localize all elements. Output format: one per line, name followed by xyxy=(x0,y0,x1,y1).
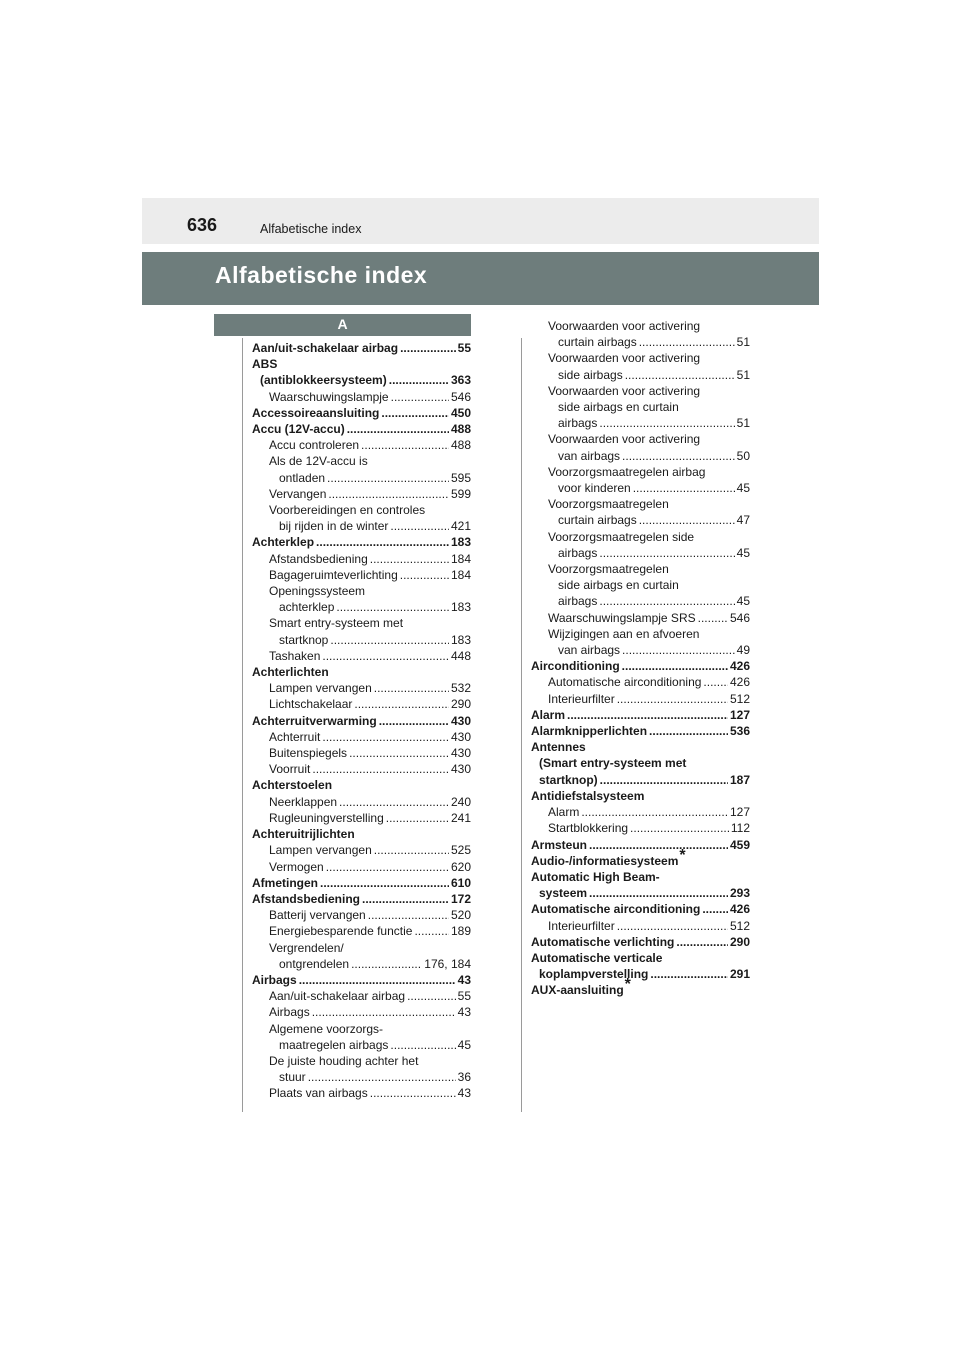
entry-term: Achterklep xyxy=(252,535,315,550)
column-rule-left xyxy=(242,338,243,1112)
index-subentry[interactable] xyxy=(252,794,471,810)
entry-term: Openingssysteem xyxy=(269,584,366,599)
page-reference[interactable]: 595 xyxy=(450,470,471,485)
entry-term: Waarschuwingslampje SRS xyxy=(548,610,696,625)
dot-leader xyxy=(589,885,728,901)
entry-term: Wijzigingen aan en afvoeren xyxy=(548,626,700,641)
page-reference[interactable]: 55 xyxy=(457,989,471,1004)
dot-leader xyxy=(299,972,456,988)
page-reference[interactable]: 450 xyxy=(450,405,471,420)
entry-term: Als de 12V-accu is xyxy=(269,454,368,469)
page-reference[interactable]: 520 xyxy=(450,908,471,923)
index-subentry[interactable] xyxy=(252,648,471,664)
page-reference[interactable]: 51 xyxy=(736,335,750,350)
page-reference[interactable]: 430 xyxy=(450,746,471,761)
entry-term: ontladen xyxy=(279,470,326,485)
index-subentry[interactable] xyxy=(252,696,471,712)
entry-term: Smart entry-systeem met xyxy=(269,616,404,631)
index-subentry[interactable] xyxy=(531,529,750,561)
dot-leader xyxy=(327,470,449,486)
entry-term: Batterij vervangen xyxy=(269,908,366,923)
page-reference[interactable]: 176, 184 xyxy=(424,956,471,971)
dot-leader xyxy=(374,680,449,696)
entry-term: Automatische airconditioning xyxy=(548,675,702,690)
entry-term: Neerklappen xyxy=(269,794,338,809)
dot-leader xyxy=(330,632,449,648)
page-reference[interactable]: 546 xyxy=(729,610,750,625)
entry-term: AUX-aansluiting xyxy=(531,983,624,998)
index-entry[interactable] xyxy=(531,707,750,723)
entry-term: Energiebesparende functie xyxy=(269,924,413,939)
entry-term: side airbags en curtain xyxy=(558,578,679,593)
dot-leader xyxy=(308,1069,456,1085)
index-subentry[interactable] xyxy=(252,551,471,567)
index-subentry[interactable] xyxy=(531,820,750,836)
entry-term: stuur xyxy=(279,1070,306,1085)
entry-term: Rugleuningverstelling xyxy=(269,810,384,825)
entry-term: Aan/uit-schakelaar airbag xyxy=(252,341,399,355)
dot-leader xyxy=(702,901,728,917)
page-reference[interactable]: 363 xyxy=(450,373,471,388)
page-reference[interactable]: 512 xyxy=(729,691,750,706)
index-subentry[interactable] xyxy=(531,610,750,626)
entry-term: curtain airbags xyxy=(558,513,637,528)
page-reference[interactable]: 51 xyxy=(736,367,750,382)
index-subentry[interactable] xyxy=(252,761,471,777)
entry-term: ABS xyxy=(252,357,278,372)
dot-leader xyxy=(354,696,449,712)
page-reference[interactable]: 525 xyxy=(450,843,471,858)
entry-term: Armsteun xyxy=(531,837,588,852)
dot-leader xyxy=(351,956,422,972)
page-reference[interactable]: 50 xyxy=(736,448,750,463)
index-entry[interactable] xyxy=(531,934,750,950)
entry-term: Afstandsbediening xyxy=(252,891,361,906)
dot-leader xyxy=(349,745,449,761)
running-head: Alfabetische index xyxy=(260,222,362,236)
dot-leader xyxy=(379,713,449,729)
entry-term: Interieurfilter xyxy=(548,691,615,706)
index-subentry[interactable] xyxy=(531,918,750,934)
dot-leader xyxy=(676,934,728,950)
entry-term: Achterruitverwarming xyxy=(252,713,377,728)
entry-term: Voorzorgsmaatregelen xyxy=(548,497,669,512)
dot-leader xyxy=(370,1085,456,1101)
entry-term: Achterlichten xyxy=(252,665,329,680)
section-letter-bar xyxy=(214,314,471,336)
dot-leader xyxy=(639,512,735,528)
index-subentry[interactable] xyxy=(252,940,471,972)
footnote-star: * xyxy=(624,976,631,994)
dot-leader xyxy=(391,389,449,405)
page-reference[interactable]: 43 xyxy=(457,972,471,987)
page-reference[interactable]: 290 xyxy=(729,934,750,949)
entry-term: systeem xyxy=(539,886,588,901)
entry-term: airbags xyxy=(558,545,598,560)
dot-leader xyxy=(336,599,449,615)
dot-leader xyxy=(639,334,735,350)
dot-leader xyxy=(581,804,728,820)
dot-leader xyxy=(622,642,735,658)
entry-term: Tashaken xyxy=(269,648,321,663)
entry-term: side airbags xyxy=(558,367,623,382)
page-reference[interactable]: 430 xyxy=(450,713,471,728)
entry-term: airbags xyxy=(558,594,598,609)
page-reference[interactable]: 599 xyxy=(450,486,471,501)
index-subentry[interactable] xyxy=(252,907,471,923)
dot-leader xyxy=(400,340,456,356)
dot-leader xyxy=(622,658,728,674)
entry-term: Voorzorgsmaatregelen side xyxy=(548,529,695,544)
index-subentry[interactable] xyxy=(252,615,471,647)
section-letter: A xyxy=(337,316,348,332)
entry-term: Startblokkering xyxy=(548,821,629,836)
page-reference[interactable]: 43 xyxy=(457,1086,471,1101)
entry-term: Alarm xyxy=(531,707,566,722)
dot-leader xyxy=(389,372,449,388)
dot-leader xyxy=(400,567,449,583)
index-entry[interactable] xyxy=(252,664,471,680)
index-subentry[interactable] xyxy=(531,804,750,820)
index-entry[interactable] xyxy=(531,837,750,853)
entry-term: Accu (12V-accu) xyxy=(252,422,345,437)
index-entry[interactable] xyxy=(531,950,750,982)
page-reference[interactable]: 426 xyxy=(729,659,750,674)
entry-term: Antidiefstalsysteem xyxy=(531,788,645,803)
entry-term: Automatic High Beam- xyxy=(531,869,660,884)
entry-term: van airbags xyxy=(558,643,621,658)
entry-term: Airbags xyxy=(269,1005,310,1020)
index-subentry[interactable] xyxy=(252,810,471,826)
dot-leader xyxy=(589,837,728,853)
entry-term: Accessoireaansluiting xyxy=(252,405,380,420)
dot-leader xyxy=(617,918,728,934)
dot-leader xyxy=(599,415,734,431)
index-entry[interactable] xyxy=(531,869,750,901)
dot-leader xyxy=(339,794,449,810)
page-reference[interactable]: 55 xyxy=(457,341,471,355)
entry-term: Afmetingen xyxy=(252,875,318,890)
entry-term: Achteruitrijlichten xyxy=(252,827,355,842)
page-reference[interactable]: 112 xyxy=(730,821,750,836)
entry-term: airbags xyxy=(558,416,598,431)
dot-leader xyxy=(328,486,449,502)
entry-term: (antiblokkeersysteem) xyxy=(260,373,387,388)
page-reference[interactable]: 426 xyxy=(729,902,750,917)
page-reference[interactable]: 293 xyxy=(729,886,750,901)
dot-leader xyxy=(326,859,449,875)
entry-term: Accu controleren xyxy=(269,438,360,453)
page-reference[interactable]: 183 xyxy=(450,632,471,647)
entry-term: Automatische verlichting xyxy=(531,934,675,949)
page-reference[interactable]: 184 xyxy=(450,567,471,582)
dot-leader xyxy=(312,761,449,777)
dot-leader xyxy=(600,772,728,788)
entry-term: startknop xyxy=(279,632,329,647)
page-reference[interactable]: 45 xyxy=(736,481,750,496)
dot-leader xyxy=(633,480,735,496)
index-subentry[interactable] xyxy=(531,561,750,610)
dot-leader xyxy=(390,1037,455,1053)
entry-term: Voorwaarden voor activering xyxy=(548,432,701,447)
page-reference[interactable]: 290 xyxy=(450,697,471,712)
entry-term: Voorwaarden voor activering xyxy=(548,383,701,398)
dot-leader xyxy=(368,907,449,923)
dot-leader xyxy=(381,405,449,421)
dot-leader xyxy=(622,448,735,464)
page-reference[interactable]: 184 xyxy=(450,551,471,566)
index-subentry[interactable] xyxy=(252,437,471,453)
dot-leader xyxy=(312,1004,456,1020)
dot-leader xyxy=(703,674,728,690)
index-subentry[interactable] xyxy=(252,745,471,761)
entry-term: Achterruit xyxy=(269,729,321,744)
entry-term: Alarmknipperlichten xyxy=(531,724,648,739)
index-subentry[interactable] xyxy=(531,383,750,432)
index-entry[interactable] xyxy=(531,788,750,804)
dot-leader xyxy=(316,534,449,550)
dot-leader xyxy=(630,820,729,836)
page-reference[interactable]: 291 xyxy=(729,967,750,982)
dot-leader xyxy=(599,545,734,561)
index-entry[interactable] xyxy=(252,972,471,988)
entry-term: Voorwaarden voor activering xyxy=(548,319,701,333)
entry-term: Vervangen xyxy=(269,486,327,501)
index-subentry[interactable] xyxy=(252,988,471,1004)
index-subentry[interactable] xyxy=(252,1021,471,1053)
entry-term: Afstandsbediening xyxy=(269,551,368,566)
index-subentry[interactable] xyxy=(252,583,471,615)
page-reference[interactable]: 240 xyxy=(450,794,471,809)
index-subentry[interactable] xyxy=(531,464,750,496)
page-reference[interactable]: 127 xyxy=(729,805,750,820)
index-subentry[interactable] xyxy=(252,923,471,939)
entry-term: startknop) xyxy=(539,772,598,787)
page-reference[interactable]: 45 xyxy=(736,594,750,609)
page-reference[interactable]: 189 xyxy=(450,924,471,939)
index-column-right xyxy=(531,318,750,999)
page-reference[interactable]: 448 xyxy=(450,648,471,663)
page-reference[interactable]: 241 xyxy=(450,810,471,825)
index-entry[interactable] xyxy=(531,901,750,917)
index-subentry[interactable] xyxy=(252,680,471,696)
dot-leader xyxy=(390,518,449,534)
entry-term: Voorbereidingen en controles xyxy=(269,503,426,518)
index-entry[interactable] xyxy=(531,723,750,739)
entry-term: Automatische verticale xyxy=(531,950,663,965)
index-subentry[interactable] xyxy=(252,842,471,858)
entry-term: Antennes xyxy=(531,740,586,755)
index-entry[interactable] xyxy=(252,891,471,907)
page-reference[interactable]: 49 xyxy=(736,643,750,658)
page-number: 636 xyxy=(187,215,218,235)
index-subentry[interactable] xyxy=(252,453,471,485)
page-reference[interactable]: 430 xyxy=(450,762,471,777)
page-reference[interactable]: 45 xyxy=(457,1037,471,1052)
entry-term: bij rijden in de winter xyxy=(279,519,389,534)
index-entry[interactable] xyxy=(252,875,471,891)
entry-term: Vergrendelen/ xyxy=(269,940,344,955)
index-entry[interactable] xyxy=(531,846,750,869)
index-subentry[interactable] xyxy=(252,1004,471,1020)
page-reference[interactable]: 426 xyxy=(729,675,750,690)
entry-term: Voorruit xyxy=(269,762,311,777)
entry-term: Voorwaarden voor activering xyxy=(548,351,701,366)
dot-leader xyxy=(320,875,449,891)
index-entry[interactable] xyxy=(252,777,471,793)
index-entry[interactable] xyxy=(252,534,471,550)
entry-term: voor kinderen xyxy=(558,481,631,496)
page-reference[interactable]: 183 xyxy=(450,600,471,615)
index-subentry[interactable] xyxy=(531,318,750,350)
entry-term: Audio-/informatiesysteem xyxy=(531,853,679,868)
entry-term: (Smart entry-systeem met xyxy=(539,756,687,771)
page-reference[interactable]: 421 xyxy=(450,519,471,534)
dot-leader xyxy=(649,723,728,739)
page-reference[interactable]: 43 xyxy=(457,1005,471,1020)
dot-leader xyxy=(361,437,449,453)
dot-leader xyxy=(347,421,449,437)
dot-leader xyxy=(322,729,449,745)
index-entry[interactable] xyxy=(531,739,750,788)
index-subentry[interactable] xyxy=(252,859,471,875)
page-reference[interactable]: 488 xyxy=(450,438,471,453)
index-subentry[interactable] xyxy=(252,1085,471,1101)
entry-term: Achterstoelen xyxy=(252,778,333,793)
index-column-left xyxy=(252,340,471,1102)
entry-term: Voorzorgsmaatregelen xyxy=(548,562,669,577)
page-reference[interactable]: 532 xyxy=(450,681,471,696)
index-subentry[interactable] xyxy=(531,350,750,382)
index-subentry[interactable] xyxy=(531,626,750,658)
entry-term: Alarm xyxy=(548,805,580,820)
entry-term: Automatische airconditioning xyxy=(531,902,701,917)
column-rule-middle xyxy=(521,338,522,1112)
dot-leader xyxy=(370,551,449,567)
index-subentry[interactable] xyxy=(531,496,750,528)
entry-term: Airconditioning xyxy=(531,659,620,674)
index-entry[interactable] xyxy=(531,976,750,998)
page-reference[interactable]: 187 xyxy=(729,772,750,787)
entry-term: Vermogen xyxy=(269,859,324,874)
page-reference[interactable]: 488 xyxy=(450,422,471,437)
entry-term: Lampen vervangen xyxy=(269,843,372,858)
page-reference[interactable]: 172 xyxy=(450,891,471,906)
entry-term: Algemene voorzorgs- xyxy=(269,1021,384,1036)
entry-term: Airbags xyxy=(252,972,297,987)
page-reference[interactable]: 512 xyxy=(729,918,750,933)
dot-leader xyxy=(599,593,734,609)
dot-leader xyxy=(386,810,449,826)
page-reference[interactable]: 45 xyxy=(736,545,750,560)
dot-leader xyxy=(407,988,456,1004)
index-subentry[interactable] xyxy=(252,567,471,583)
page-reference[interactable]: 610 xyxy=(450,875,471,890)
page-reference[interactable]: 459 xyxy=(729,837,750,852)
entry-term: side airbags en curtain xyxy=(558,400,679,415)
entry-term: van airbags xyxy=(558,448,621,463)
dot-leader xyxy=(414,923,449,939)
entry-term: curtain airbags xyxy=(558,335,637,350)
dot-leader xyxy=(698,610,728,626)
index-entry[interactable] xyxy=(252,713,471,729)
index-entry[interactable] xyxy=(252,405,471,421)
index-subentry[interactable] xyxy=(252,486,471,502)
page-reference[interactable]: 430 xyxy=(450,729,471,744)
page-reference[interactable]: 51 xyxy=(736,416,750,431)
entry-term: ontgrendelen xyxy=(279,956,350,971)
index-subentry[interactable] xyxy=(252,502,471,534)
entry-term: Lichtschakelaar xyxy=(269,697,353,712)
page-reference[interactable]: 546 xyxy=(450,389,471,404)
page-reference[interactable]: 620 xyxy=(450,859,471,874)
index-subentry[interactable] xyxy=(531,431,750,463)
index-entry[interactable] xyxy=(252,356,471,388)
dot-leader xyxy=(625,367,735,383)
page-title: Alfabetische index xyxy=(215,262,428,288)
entry-term: Aan/uit-schakelaar airbag xyxy=(269,989,406,1004)
dot-leader xyxy=(617,691,728,707)
index-subentry[interactable] xyxy=(531,674,750,690)
entry-term: maatregelen airbags xyxy=(279,1037,389,1052)
entry-term: Buitenspiegels xyxy=(269,746,348,761)
entry-term: Waarschuwingslampje xyxy=(269,389,389,404)
entry-term: Interieurfilter xyxy=(548,918,615,933)
entry-term: Bagageruimteverlichting xyxy=(269,567,398,582)
page-reference[interactable]: 47 xyxy=(736,513,750,528)
dot-leader xyxy=(322,648,449,664)
index-entry[interactable] xyxy=(531,658,750,674)
page-reference[interactable]: 127 xyxy=(729,707,750,722)
index-subentry[interactable] xyxy=(252,1053,471,1085)
index-subentry[interactable] xyxy=(531,691,750,707)
dot-leader xyxy=(650,966,728,982)
index-entry[interactable] xyxy=(252,421,471,437)
dot-leader xyxy=(567,707,728,723)
entry-term: Lampen vervangen xyxy=(269,681,372,696)
entry-term: Plaats van airbags xyxy=(269,1086,368,1101)
dot-leader xyxy=(362,891,449,907)
footnote-star: * xyxy=(679,846,686,864)
index-subentry[interactable] xyxy=(252,729,471,745)
header-band xyxy=(142,198,819,244)
page-reference[interactable]: 36 xyxy=(457,1070,471,1085)
index-entry[interactable] xyxy=(252,340,471,356)
page-reference[interactable]: 183 xyxy=(450,535,471,550)
index-entry[interactable] xyxy=(252,826,471,842)
entry-term: Voorzorgsmaatregelen airbag xyxy=(548,464,706,479)
entry-term: koplampverstelling xyxy=(539,967,649,982)
page-reference[interactable]: 536 xyxy=(729,724,750,739)
index-subentry[interactable] xyxy=(252,389,471,405)
entry-term: De juiste houding achter het xyxy=(269,1053,419,1068)
entry-term: achterklep xyxy=(279,600,335,615)
dot-leader xyxy=(374,842,449,858)
